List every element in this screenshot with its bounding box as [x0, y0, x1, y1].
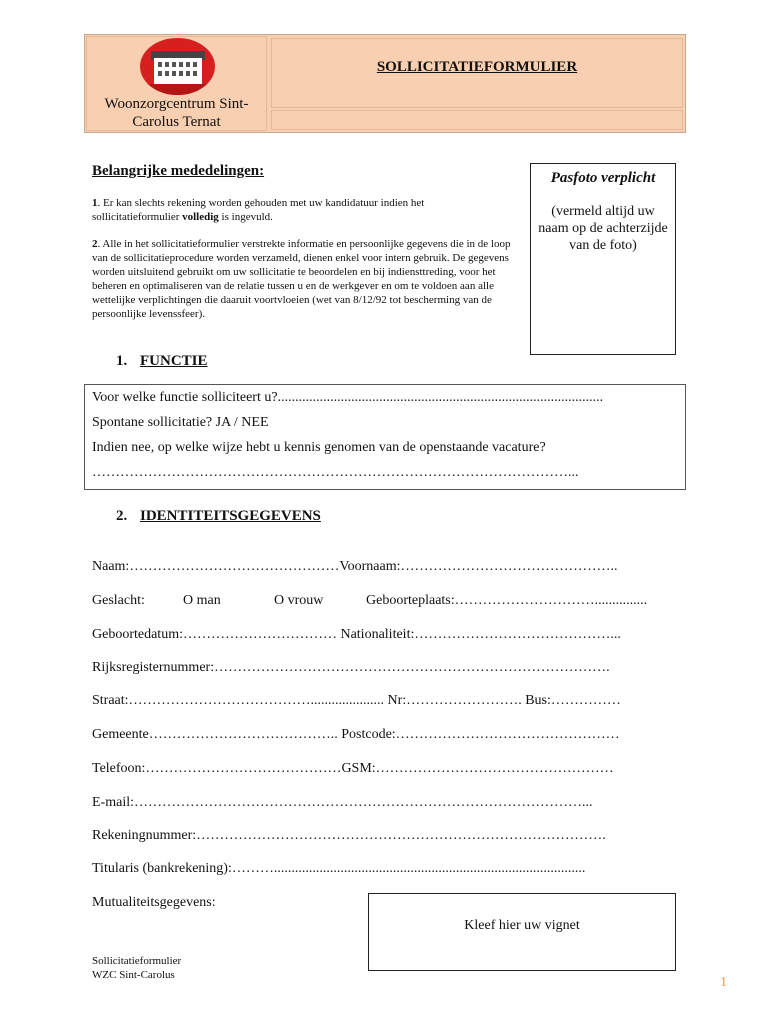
birthplace-field[interactable]: Geboorteplaats:…………………………............... [366, 593, 648, 608]
notice-1-text-b: is ingevuld. [218, 211, 273, 223]
notice-2-number: 2 [92, 238, 98, 250]
section-identiteit-heading [116, 508, 321, 525]
notice-1-number: 1 [92, 197, 98, 209]
vacancy-source-question: Indien nee, op welke wijze hebt u kennis genomen van de openstaande vacature? [92, 440, 546, 455]
gender-option-woman[interactable]: O vrouw [274, 593, 324, 608]
street-field[interactable]: Straat:…………………………………..................... Nr:……………………. Bus:…………… [92, 693, 621, 708]
notice-1-bold: volledig [182, 211, 219, 223]
footer-line-2: WZC Sint-Carolus [92, 969, 175, 981]
title-subcell [271, 110, 683, 130]
organization-logo [140, 38, 215, 95]
page-number: 1 [720, 975, 727, 990]
photo-instructions: (vermeld altijd uw naam op de achterzijde van de foto) [538, 204, 668, 253]
email-field[interactable]: E-mail:……………………………………………………………………………………... [92, 795, 593, 810]
section-label: IDENTITEITSGEGEVENS [140, 508, 321, 524]
mutuality-label: Mutualiteitsgegevens: [92, 895, 216, 910]
section-number: 2. [116, 508, 128, 524]
municipality-postcode-field[interactable]: Gemeente………………………………….. Postcode:………………………………………… [92, 727, 620, 742]
form-title: SOLLICITATIEFORMULIER [376, 59, 578, 75]
account-holder-field[interactable]: Titularis (bankrekening):………......................................................................................... [92, 861, 586, 876]
national-register-field[interactable]: Rijksregisternummer:…………………………………………………………………………. [92, 660, 610, 675]
footer-line-1: Sollicitatieformulier [92, 955, 182, 967]
photo-box [530, 163, 676, 355]
notices-heading: Belangrijke mededelingen: [92, 163, 265, 179]
notice-1 [92, 196, 512, 224]
vignet-instruction: Kleef hier uw vignet [464, 918, 580, 933]
functie-question-field[interactable]: Voor welke functie solliciteert u?............................................................................................. [92, 390, 604, 405]
phone-gsm-field[interactable]: Telefoon:……………………………………GSM:…………………………………………… [92, 761, 614, 776]
notice-2 [92, 237, 512, 321]
gender-option-man[interactable]: O man [183, 593, 221, 608]
photo-title: Pasfoto verplicht [550, 170, 656, 186]
vacancy-source-field[interactable]: …………………………………………………………………………………………... [92, 465, 579, 480]
notice-1-text-a: . Er kan slechts rekening worden gehouden met uw kandidatuur indien het sollicitatieformulier [92, 197, 425, 223]
bank-account-field[interactable]: Rekeningnummer:……………………………………………………………………………. [92, 828, 606, 843]
gender-label: Geslacht: [92, 593, 145, 608]
spontaneous-application-field[interactable]: Spontane sollicitatie? JA / NEE [92, 415, 269, 430]
name-field[interactable]: Naam:………………………………………Voornaam:……………………………………….. [92, 559, 618, 574]
section-functie-heading [116, 353, 208, 370]
section-number: 1. [116, 353, 128, 369]
section-label: FUNCTIE [140, 353, 208, 369]
organization-name: Woonzorgcentrum Sint-Carolus Ternat [104, 96, 249, 130]
footer [92, 954, 181, 982]
birthdate-nationality-field[interactable]: Geboortedatum:…………………………… Nationaliteit:……………………………………... [92, 627, 621, 642]
notice-2-text: . Alle in het sollicitatieformulier verstrekte informatie en persoonlijke gegevens die in de loop van de sollicitatieprocedure worden verzameld, dienen enkel voor intern gebruik. De gegevens worden uitsluitend gebruikt om uw sollicitatie te beoordelen en bij indiensttreding, voor het beheren en optimaliseren van de relatie tussen u en de werkgever en om te voldoen aan alle wettelijke verplichtingen die daaruit voortvloeien (wet van 8/12/92 tot bescherming van de persoonlijke levenssfeer). [92, 238, 511, 320]
